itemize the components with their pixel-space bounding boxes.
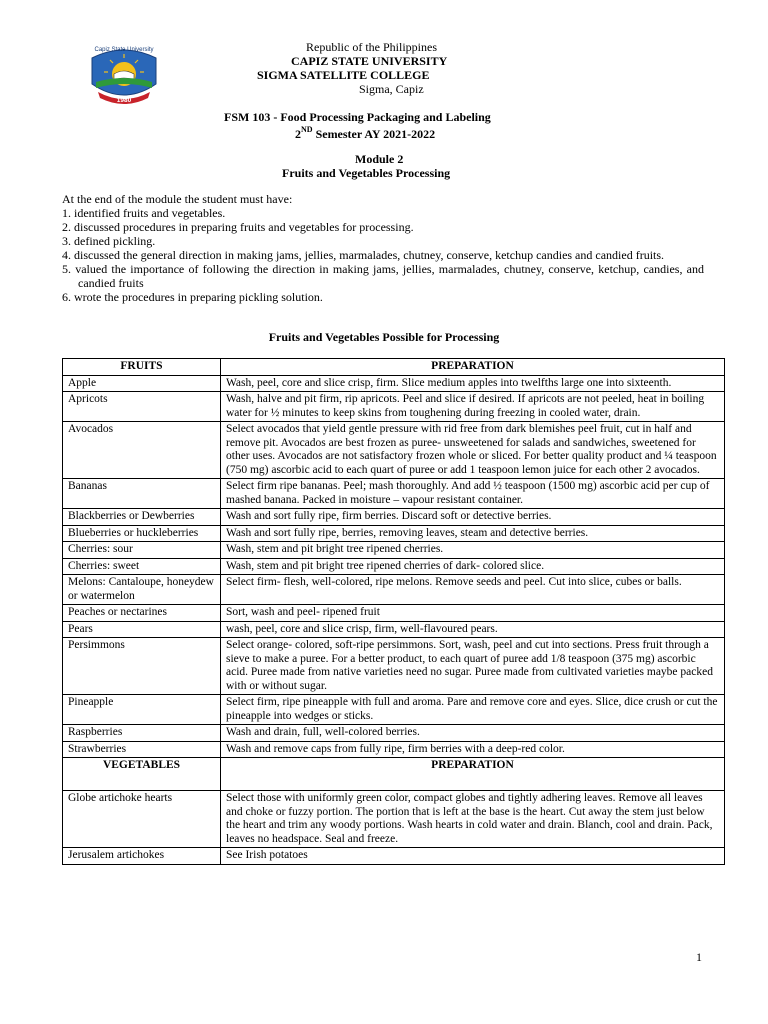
item-name-cell: Blueberries or huckleberries xyxy=(63,525,221,542)
svg-text:1980: 1980 xyxy=(116,97,132,104)
objective-item: 6. wrote the procedures in preparing pickling solution. xyxy=(62,290,323,304)
item-name-cell: Globe artichoke hearts xyxy=(63,791,221,848)
svg-text:Capiz State University: Capiz State University xyxy=(94,47,154,53)
preparation-cell: Wash and remove caps from fully ripe, firm berries with a deep-red color. xyxy=(221,741,725,758)
table-row xyxy=(63,638,725,695)
item-name-cell: Jerusalem artichokes xyxy=(63,848,221,865)
preparation-cell: Sort, wash and peel- ripened fruit xyxy=(221,605,725,622)
page-number: 1 xyxy=(696,950,702,964)
table-row xyxy=(63,605,725,622)
item-name-cell: Apple xyxy=(63,375,221,392)
preparation-cell: Wash, halve and pit firm, rip apricots. Peel and slice if desired. If apricots are not peeled, heat in boiling water for ½ minutes to keep skins from toughening during freezing in cooled water, drain. xyxy=(221,392,725,422)
objective-item: 2. discussed procedures in preparing fruits and vegetables for processing. xyxy=(62,220,414,234)
preparation-cell: Wash, stem and pit bright tree ripened cherries. xyxy=(221,542,725,559)
objective-item: 1. identified fruits and vegetables. xyxy=(62,206,226,220)
item-name-cell: Blackberries or Dewberries xyxy=(63,509,221,526)
objective-item: 5. valued the importance of following the direction in making jams, jellies, marmalades, chutney, conserve, ketchup, candies, and candied fruits xyxy=(62,262,704,290)
table-row xyxy=(63,791,725,848)
university-logo xyxy=(88,40,160,108)
table-row xyxy=(63,542,725,559)
module-number: Module 2 xyxy=(355,152,404,166)
preparation-column-header: PREPARATION xyxy=(221,359,725,376)
table-row xyxy=(63,575,725,605)
item-name-cell: Pineapple xyxy=(63,695,221,725)
preparation-cell: Wash and sort fully ripe, firm berries. Discard soft or detective berries. xyxy=(221,509,725,526)
preparation-cell: Wash, peel, core and slice crisp, firm. Slice medium apples into twelfths large one into sixteenth. xyxy=(221,375,725,392)
objectives-intro: At the end of the module the student must have: xyxy=(62,192,293,206)
preparation-cell: Select firm, ripe pineapple with full and aroma. Pare and remove core and eyes. Slice, dice crush or cut the pineapple into wedges or sticks. xyxy=(221,695,725,725)
item-name-cell: Persimmons xyxy=(63,638,221,695)
university-name: CAPIZ STATE UNIVERSITY xyxy=(291,54,448,68)
preparation-column-header: PREPARATION xyxy=(221,758,725,791)
item-name-cell: Apricots xyxy=(63,392,221,422)
objective-item: 4. discussed the general direction in making jams, jellies, marmalades, chutney, conserve, ketchup candies and candied fruits. xyxy=(62,248,665,262)
table-header-row xyxy=(63,359,725,376)
item-name-cell: Raspberries xyxy=(63,725,221,742)
vegetables-column-header: VEGETABLES xyxy=(63,758,221,791)
preparation-cell: Select those with uniformly green color, compact globes and tightly adhering leaves. Remove all leaves and choke or fuzzy portion. The portion that is left at the base is the heart. Cut away the stem just below the heart and trim any woody portions. Wash hearts in cold water and drain. Blanch, cool and drain. Pack, leaves no headspace. Seal and freeze. xyxy=(221,791,725,848)
republic-line: Republic of the Philippines xyxy=(306,40,437,54)
table-row xyxy=(63,479,725,509)
preparation-cell: Wash and drain, full, well-colored berries. xyxy=(221,725,725,742)
preparation-cell: Select firm- flesh, well-colored, ripe melons. Remove seeds and peel. Cut into slice, cubes or balls. xyxy=(221,575,725,605)
item-name-cell: Strawberries xyxy=(63,741,221,758)
semester-line: 2ND Semester AY 2021-2022 xyxy=(295,125,436,141)
preparation-cell: Select avocados that yield gentle pressure with rid free from dark blemishes peel fruit, cut in half and remove pit. Avocados are best frozen as puree- unsweetened for salads and sandwiches, sweetened for other uses. Avocados are not satisfactory frozen whole or sliced. For better quality product and ¼ teaspoon (750 mg) ascorbic acid to each quart of puree or add 1 teaspoon lemon juice for each other 2 avocados. xyxy=(221,422,725,479)
module-title: Fruits and Vegetables Processing xyxy=(282,166,451,180)
table-row xyxy=(63,375,725,392)
fruits-column-header: FRUITS xyxy=(63,359,221,376)
table-row xyxy=(63,848,725,865)
preparation-cell: Select orange- colored, soft-ripe persimmons. Sort, wash, peel and cut into sections. Press fruit through a sieve to make a puree. For a better product, to each quart of puree add 1/8 teaspoon (375 mg) ascorbic acid. Puree made from native varieties need no sugar. Puree made from cultivated varieties maybe packed with or without sugar. xyxy=(221,638,725,695)
table-row xyxy=(63,695,725,725)
preparation-cell: Select firm ripe bananas. Peel; mash thoroughly. And add ½ teaspoon (1500 mg) ascorbic acid per cup of mashed banana. Packed in moisture – vapour resistant container. xyxy=(221,479,725,509)
table-row xyxy=(63,525,725,542)
table-row xyxy=(63,509,725,526)
item-name-cell: Peaches or nectarines xyxy=(63,605,221,622)
preparation-cell: wash, peel, core and slice crisp, firm, well-flavoured pears. xyxy=(221,621,725,638)
preparation-cell: Wash, stem and pit bright tree ripened cherries of dark- colored slice. xyxy=(221,558,725,575)
item-name-cell: Melons: Cantaloupe, honeydew or watermelon xyxy=(63,575,221,605)
preparation-cell: Wash and sort fully ripe, berries, removing leaves, steam and detective berries. xyxy=(221,525,725,542)
college-name: SIGMA SATELLITE COLLEGE xyxy=(257,68,430,82)
table-row xyxy=(63,422,725,479)
table-title: Fruits and Vegetables Possible for Processing xyxy=(268,330,500,344)
item-name-cell: Pears xyxy=(63,621,221,638)
preparation-table xyxy=(62,358,725,865)
item-name-cell: Bananas xyxy=(63,479,221,509)
objective-item: 3. defined pickling. xyxy=(62,234,156,248)
item-name-cell: Avocados xyxy=(63,422,221,479)
table-row xyxy=(63,741,725,758)
objectives-list xyxy=(62,192,704,304)
table-row xyxy=(63,558,725,575)
course-title: FSM 103 - Food Processing Packaging and Labeling xyxy=(224,110,491,124)
table-row xyxy=(63,621,725,638)
item-name-cell: Cherries: sweet xyxy=(63,558,221,575)
table-row xyxy=(63,392,725,422)
table-row xyxy=(63,725,725,742)
preparation-cell: See Irish potatoes xyxy=(221,848,725,865)
item-name-cell: Cherries: sour xyxy=(63,542,221,559)
location-line: Sigma, Capiz xyxy=(359,82,424,96)
vegetables-header-row xyxy=(63,758,725,791)
